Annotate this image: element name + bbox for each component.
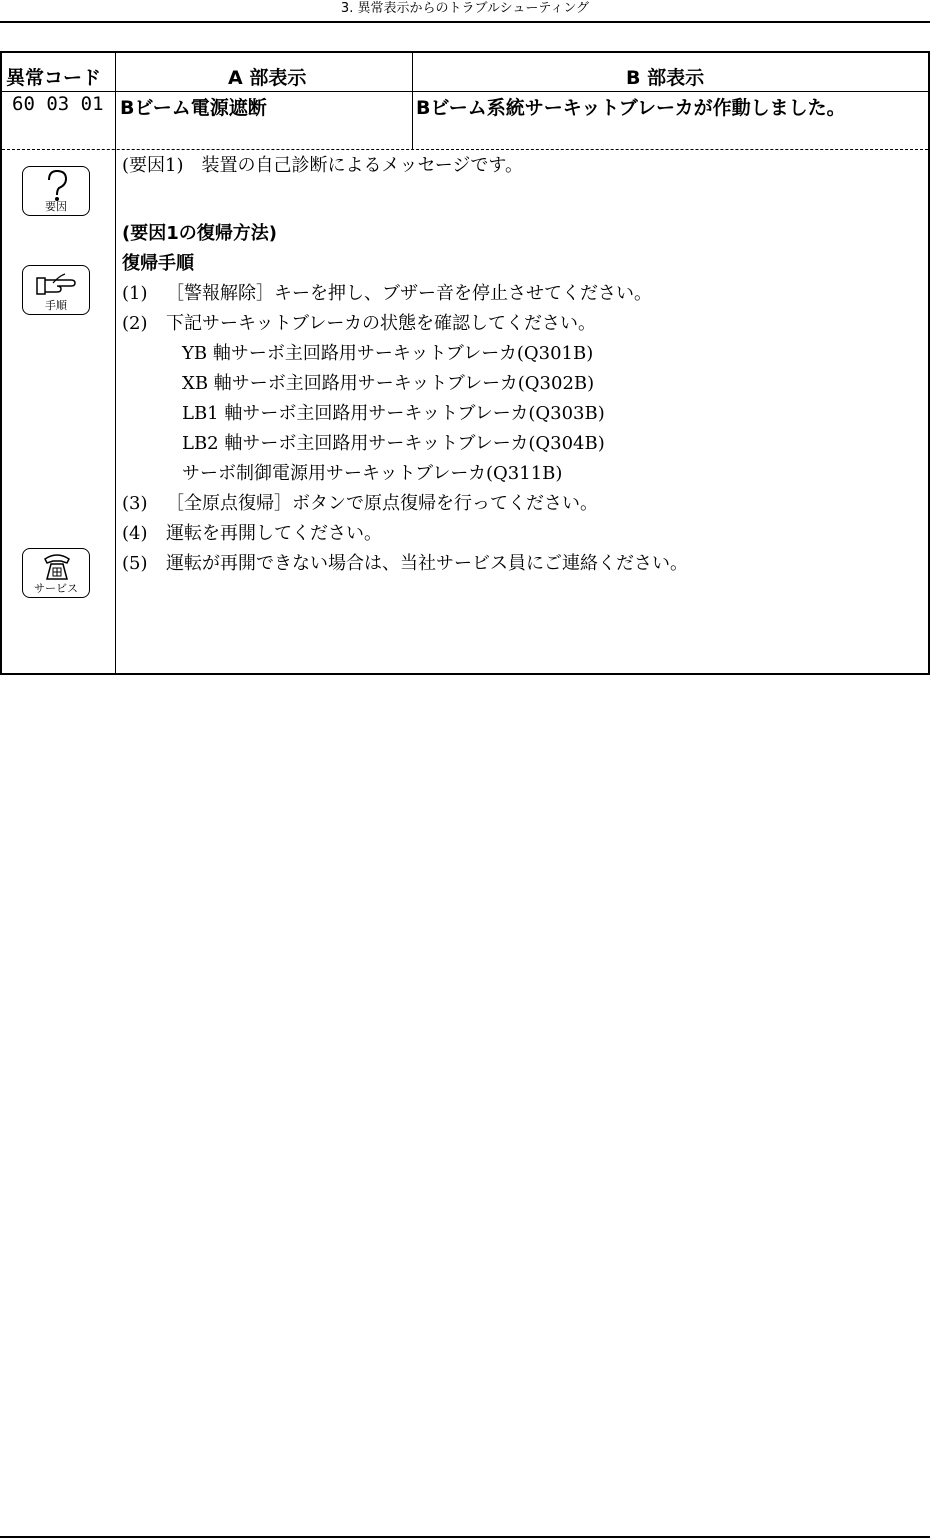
- procedure-heading: 復帰手順: [122, 253, 194, 274]
- step-number: (3): [122, 493, 148, 514]
- page-header: [0, 0, 930, 23]
- step-item: [122, 309, 596, 339]
- cause-icon-label: 要因: [45, 200, 67, 213]
- service-icon-label: サービス: [34, 582, 78, 595]
- page-footer-rule: [0, 1536, 930, 1538]
- column-divider: [115, 53, 116, 673]
- column-header-a-display: A 部表示: [228, 67, 307, 89]
- step-item: [122, 489, 598, 519]
- pointing-hand-icon: [22, 265, 90, 315]
- step-text: 運転が再開できない場合は、当社サービス員にご連絡ください。: [166, 553, 688, 574]
- step-item: [122, 549, 688, 579]
- step-text: ［全原点復帰］ボタンで原点復帰を行ってください。: [166, 493, 598, 514]
- section-divider: [2, 149, 928, 150]
- step-number: (4): [122, 523, 148, 544]
- step-item: [122, 519, 382, 549]
- breaker-item: LB1 軸サーボ主回路用サーキットブレーカ(Q303B): [182, 403, 605, 424]
- step-text: 下記サーキットブレーカの状態を確認してください。: [166, 313, 597, 334]
- header-divider: [2, 91, 928, 92]
- question-icon: [22, 166, 90, 216]
- step-number: (2): [122, 313, 148, 334]
- recovery-heading: (要因1の復帰方法): [122, 223, 277, 244]
- step-text: 運転を再開してください。: [166, 523, 382, 544]
- telephone-icon: [22, 548, 90, 598]
- a-display-message: Bビーム電源遮断: [120, 97, 267, 119]
- page-title: 3. 異常表示からのトラブルシューティング: [340, 1, 590, 16]
- breaker-item: XB 軸サーボ主回路用サーキットブレーカ(Q302B): [182, 373, 595, 394]
- step-item: [122, 279, 652, 309]
- breaker-item: YB 軸サーボ主回路用サーキットブレーカ(Q301B): [182, 343, 594, 364]
- step-number: (1): [122, 283, 148, 304]
- column-header-b-display: B 部表示: [626, 67, 705, 89]
- b-display-message: Bビーム系統サーキットブレーカが作動しました。: [416, 97, 846, 119]
- error-table: [0, 51, 930, 675]
- breaker-item: LB2 軸サーボ主回路用サーキットブレーカ(Q304B): [182, 433, 605, 454]
- breaker-item: サーボ制御電源用サーキットブレーカ(Q311B): [182, 463, 563, 484]
- column-header-code: 異常コード: [6, 67, 102, 89]
- step-number: (5): [122, 553, 148, 574]
- column-divider: [412, 53, 413, 149]
- cause-line: (要因1) 装置の自己診断によるメッセージです。: [122, 155, 523, 176]
- error-code: 60 03 01: [12, 93, 104, 115]
- procedure-icon-label: 手順: [45, 299, 67, 312]
- step-text: ［警報解除］キーを押し、ブザー音を停止させてください。: [166, 283, 652, 304]
